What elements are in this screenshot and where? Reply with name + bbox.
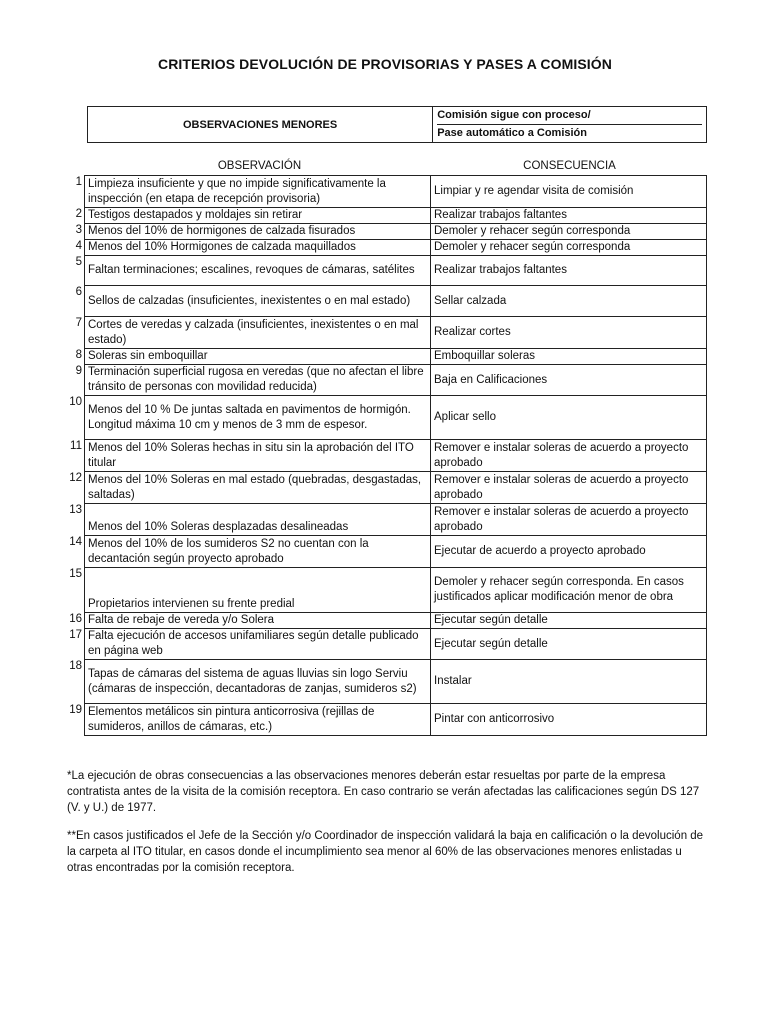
- row-observacion: Menos del 10% de hormigones de calzada fisurados: [85, 224, 431, 240]
- row-number: 9: [75, 364, 82, 377]
- row-observacion: Menos del 10% Soleras hechas in situ sin la aprobación del ITO titular: [85, 440, 431, 472]
- header-comision: [433, 107, 707, 143]
- row-observacion: Limpieza insuficiente y que no impide significativamente la inspección (en etapa de recepción provisoria): [85, 176, 431, 208]
- row-number: 5: [75, 255, 82, 268]
- table-row: [64, 660, 707, 704]
- row-consecuencia: Remover e instalar soleras de acuerdo a proyecto aprobado: [431, 504, 707, 536]
- table-row: [64, 240, 707, 256]
- table-row: [64, 396, 707, 440]
- row-number: 3: [75, 223, 82, 236]
- table-row: [64, 208, 707, 224]
- row-observacion: Propietarios intervienen su frente predial: [85, 568, 431, 613]
- row-consecuencia: Ejecutar de acuerdo a proyecto aprobado: [431, 536, 707, 568]
- table-row: [64, 365, 707, 396]
- page-title: CRITERIOS DEVOLUCIÓN DE PROVISORIAS Y PASES A COMISIÓN: [158, 56, 612, 72]
- row-number: 7: [75, 316, 82, 329]
- row-number: 16: [69, 612, 82, 625]
- row-observacion: Falta ejecución de accesos unifamiliares según detalle publicado en página web: [85, 629, 431, 660]
- row-consecuencia: Sellar calzada: [431, 286, 707, 317]
- column-header-observacion: OBSERVACIÓN: [217, 160, 302, 172]
- row-consecuencia: Demoler y rehacer según corresponda: [431, 240, 707, 256]
- table-row: [64, 472, 707, 504]
- row-consecuencia: Realizar trabajos faltantes: [431, 256, 707, 286]
- row-observacion: Soleras sin emboquillar: [85, 349, 431, 365]
- table-row: [64, 176, 707, 208]
- row-number: 18: [69, 659, 82, 672]
- row-number: 1: [75, 175, 82, 188]
- footnote-2: **En casos justificados el Jefe de la Sección y/o Coordinador de inspección validará la baja en calificación o la devolución de la carpeta al ITO titular, en casos donde el incumplimiento sea menor al 60% de las observaciones menores enlistadas u otras encontradas por la comisión receptora.: [67, 830, 704, 874]
- header-observaciones-menores: OBSERVACIONES MENORES: [88, 107, 433, 143]
- row-number: 13: [69, 503, 82, 516]
- row-number: 12: [69, 471, 82, 484]
- row-observacion: Faltan terminaciones; escalines, revoques de cámaras, satélites: [85, 256, 431, 286]
- row-number: 4: [75, 239, 82, 252]
- table-row: [64, 504, 707, 536]
- footnote-1: *La ejecución de obras consecuencias a las observaciones menores deberán estar resueltas por parte de la empresa contratista antes de la visita de la comisión receptora. En caso contrario se verán afectadas las calificaciones según DS 127 (V. y U.) de 1977.: [67, 770, 700, 814]
- row-consecuencia: Remover e instalar soleras de acuerdo a proyecto aprobado: [431, 440, 707, 472]
- row-number: 2: [75, 207, 82, 220]
- row-consecuencia: Limpiar y re agendar visita de comisión: [431, 176, 707, 208]
- row-consecuencia: Demoler y rehacer según corresponda. En casos justificados aplicar modificación menor de obra: [431, 568, 707, 613]
- row-observacion: Sellos de calzadas (insuficientes, inexistentes o en mal estado): [85, 286, 431, 317]
- row-consecuencia: Emboquillar soleras: [431, 349, 707, 365]
- row-consecuencia: Instalar: [431, 660, 707, 704]
- row-observacion: Tapas de cámaras del sistema de aguas lluvias sin logo Serviu (cámaras de inspección, decantadoras de zanjas, sumideros s2): [85, 660, 431, 704]
- row-observacion: Menos del 10 % De juntas saltada en pavimentos de hormigón. Longitud máxima 10 cm y menos de 3 mm de espesor.: [85, 396, 431, 440]
- row-number: 17: [69, 628, 82, 641]
- table-row: [64, 256, 707, 286]
- row-observacion: Testigos destapados y moldajes sin retirar: [85, 208, 431, 224]
- table-row: [64, 536, 707, 568]
- row-observacion: Menos del 10% Soleras en mal estado (quebradas, desgastadas, saltadas): [85, 472, 431, 504]
- row-consecuencia: Pintar con anticorrosivo: [431, 704, 707, 736]
- row-consecuencia: Baja en Calificaciones: [431, 365, 707, 396]
- row-consecuencia: Demoler y rehacer según corresponda: [431, 224, 707, 240]
- row-number: 14: [69, 535, 82, 548]
- table-row: [64, 613, 707, 629]
- row-observacion: Terminación superficial rugosa en veredas (que no afectan el libre tránsito de personas con movilidad reducida): [85, 365, 431, 396]
- table-row: [64, 568, 707, 613]
- header-comision-line2: Pase automático a Comisión: [437, 124, 702, 142]
- row-consecuencia: Ejecutar según detalle: [431, 613, 707, 629]
- header-comision-line1: Comisión sigue con proceso/: [437, 109, 591, 121]
- table-row: [64, 286, 707, 317]
- table-row: [64, 629, 707, 660]
- row-observacion: Cortes de veredas y calzada (insuficientes, inexistentes o en mal estado): [85, 317, 431, 349]
- table-row: [64, 440, 707, 472]
- row-consecuencia: Realizar cortes: [431, 317, 707, 349]
- row-number: 6: [75, 285, 82, 298]
- row-consecuencia: Realizar trabajos faltantes: [431, 208, 707, 224]
- row-consecuencia: Remover e instalar soleras de acuerdo a proyecto aprobado: [431, 472, 707, 504]
- row-number: 8: [75, 348, 82, 361]
- table-row: [64, 704, 707, 736]
- table-row: [64, 317, 707, 349]
- row-number: 11: [70, 439, 82, 452]
- row-observacion: Menos del 10% Hormigones de calzada maquillados: [85, 240, 431, 256]
- header-table: [87, 106, 707, 143]
- row-number: 19: [69, 703, 82, 716]
- row-number: 15: [69, 567, 82, 580]
- table-row: [64, 349, 707, 365]
- row-observacion: Menos del 10% de los sumideros S2 no cuentan con la decantación según proyecto aprobado: [85, 536, 431, 568]
- row-number: 10: [69, 395, 82, 408]
- row-observacion: Falta de rebaje de vereda y/o Solera: [85, 613, 431, 629]
- column-header-consecuencia: CONSECUENCIA: [523, 160, 616, 172]
- observations-table: [64, 175, 707, 736]
- table-row: [64, 224, 707, 240]
- row-observacion: Elementos metálicos sin pintura anticorrosiva (rejillas de sumideros, anillos de cámaras, etc.): [85, 704, 431, 736]
- row-consecuencia: Aplicar sello: [431, 396, 707, 440]
- row-consecuencia: Ejecutar según detalle: [431, 629, 707, 660]
- row-observacion: Menos del 10% Soleras desplazadas desalineadas: [85, 504, 431, 536]
